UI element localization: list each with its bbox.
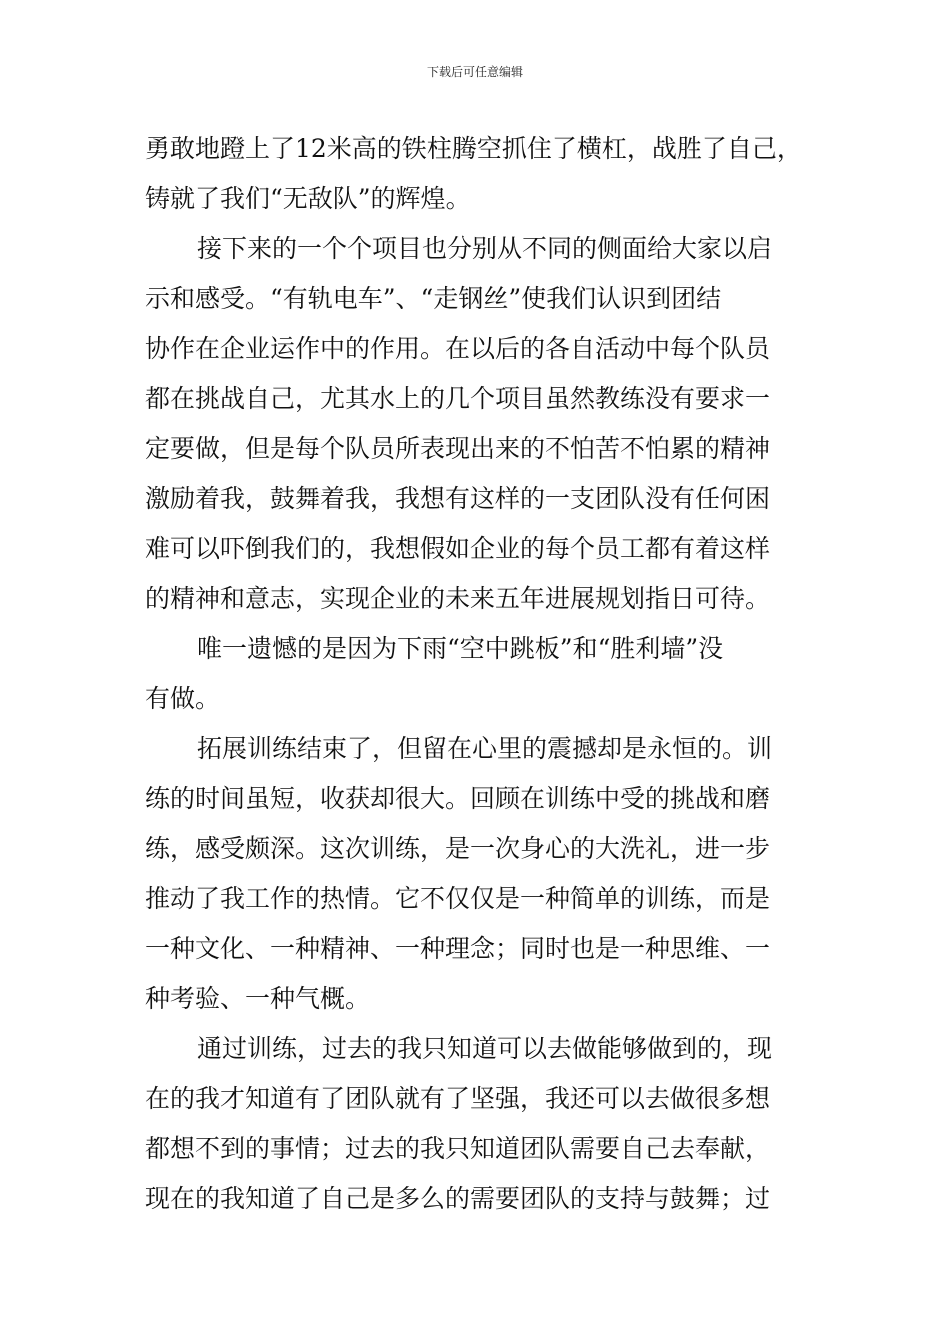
- text-line: 推动了我工作的热情。它不仅仅是一种简单的训练，而是: [145, 884, 771, 913]
- text-line: 有做。: [145, 684, 221, 713]
- text-line: 都在挑战自己，尤其水上的几个项目虽然教练没有要求一: [145, 384, 771, 413]
- text-line: 的精神和意志，实现企业的未来五年进展规划指日可待。: [145, 584, 771, 613]
- text-line: 铸就了我们“无敌队”的辉煌。: [145, 184, 471, 213]
- text-line: 勇敢地蹬上了12米高的铁柱腾空抓住了横杠，战胜了自己，: [145, 134, 802, 163]
- page-header: 下载后可任意编辑: [426, 65, 523, 79]
- text-line: 定要做，但是每个队员所表现出来的不怕苦不怕累的精神: [145, 434, 771, 463]
- text-line: 示和感受。“有轨电车”、“走钢丝”使我们认识到团结: [145, 284, 722, 313]
- paragraph-first-line: 唯一遗憾的是因为下雨“空中跳板”和“胜利墙”没: [197, 634, 724, 663]
- text-line: 激励着我，鼓舞着我，我想有这样的一支团队没有任何困: [145, 484, 771, 513]
- text-line: 现在的我知道了自己是多么的需要团队的支持与鼓舞；过: [145, 1184, 771, 1213]
- text-line: 练的时间虽短，收获却很大。回顾在训练中受的挑战和磨: [145, 784, 771, 813]
- text-line: 都想不到的事情；过去的我只知道团队需要自己去奉献，: [145, 1134, 771, 1163]
- text-line: 在的我才知道有了团队就有了坚强，我还可以去做很多想: [145, 1084, 771, 1113]
- text-line: 一种文化、一种精神、一种理念；同时也是一种思维、一: [145, 934, 771, 963]
- paragraph-first-line: 通过训练，过去的我只知道可以去做能够做到的，现: [197, 1034, 773, 1063]
- paragraph-first-line: 拓展训练结束了，但留在心里的震撼却是永恒的。训: [197, 734, 773, 763]
- text-line: 种考验、一种气概。: [145, 984, 371, 1013]
- paragraph-first-line: 接下来的一个个项目也分别从不同的侧面给大家以启: [197, 234, 773, 263]
- text-line: 难可以吓倒我们的，我想假如企业的每个员工都有着这样: [145, 534, 771, 563]
- text-line: 协作在企业运作中的作用。在以后的各自活动中每个队员: [145, 334, 771, 363]
- text-line: 练，感受颇深。这次训练，是一次身心的大洗礼，进一步: [145, 834, 771, 863]
- document-body: [145, 124, 810, 1224]
